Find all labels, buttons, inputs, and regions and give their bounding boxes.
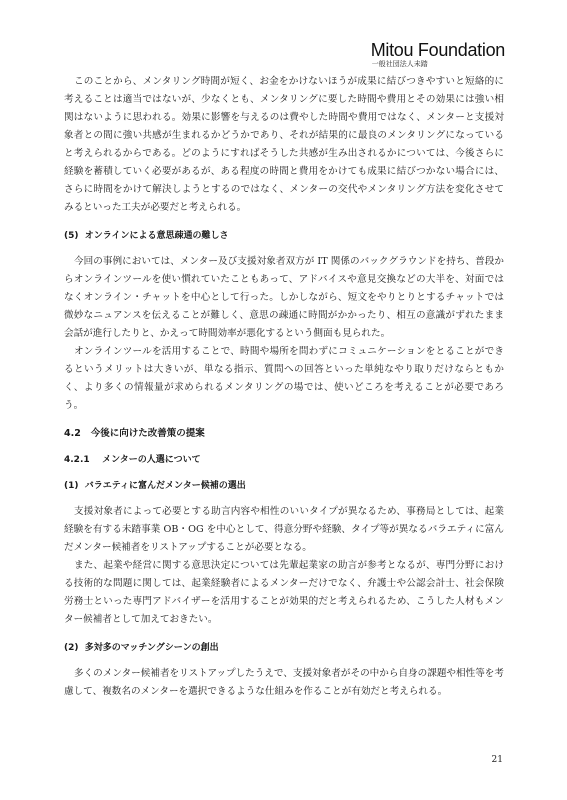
paragraph-matching: 多くのメンター候補者をリストアップしたうえで、支援対象者がその中から自身の課題や相性等を考慮して、複数名のメンターを選択できるような仕組みを作ることが有効だと考えられる。 [64, 668, 504, 697]
heading-number: (1) [64, 481, 79, 491]
paragraph-online-case: 今回の事例においては、メンター及び支援対象者双方が IT 関係のバックグラウンドを持ち、普段からオンラインツールを使い慣れていたこともあって、アドバイスや意見交換などの大半を、対面ではなくオンライン・チャットを中心として行った。しかしながら、短文をやりとりとするチャットでは微妙なニュアンスを伝えることが難しく、意思の疎通に時間がかかったり、相互の意識がずれたまま会話が進行したりと、かえって時間効率が悪化するという側面も見られた。 [64, 256, 504, 339]
section-title: 今後に向けた改善策の提案 [90, 428, 205, 439]
heading-matching-scene [64, 639, 504, 657]
heading-text: バラエティに富んだメンター候補の選出 [84, 481, 246, 491]
heading-text: オンラインによる意思疎通の難しさ [84, 231, 229, 241]
document-body [64, 73, 504, 701]
section-heading-4-2-1 [64, 451, 504, 469]
organization-logo [371, 40, 505, 69]
heading-mentor-variety [64, 477, 504, 495]
subsection-title: メンターの人選について [102, 455, 201, 465]
logo-subtitle: 一般社団法人未踏 [371, 60, 428, 68]
heading-text: 多対多のマッチングシーンの創出 [84, 643, 219, 653]
heading-number: (5) [64, 231, 79, 241]
logo-title: Mitou Foundation [370, 40, 505, 60]
paragraph-conclusion: このことから、メンタリング時間が短く、お金をかけないほうが成果に結びつきやすいと短絡的に考えることは適当ではないが、少なくとも、メンタリングに要した時間や費用とその効果には強い相関はないように思われる。効果に影響を与えるのは費やした時間や費用ではなく、メンターと支援対象者との間に強い共感が生まれるかどうかであり、それが結果的に最良のメンタリングになっていると考えられるからである。どのようにすればそうした共感が生み出されるかについては、今後さらに経験を蓄積していく必要があるが、ある程度の時間と費用をかけても成果に結びつかない場合には、さらに時間をかけて解決しようとするのではなく、メンターの交代やメンタリング方法を変化させてみるといった工夫が必要だと考えられる。 [64, 76, 504, 213]
heading-online-communication [64, 227, 504, 245]
page-number: 21 [491, 755, 503, 765]
heading-number: (2) [64, 643, 79, 653]
paragraph-specialist-advisers: また、起業や経営に関する意思決定については先輩起業家の助言が参考となるが、専門分野における技術的な問題に関しては、起業経験者によるメンターだけでなく、弁護士や公認会計士、社会保険労務士といった専門アドバイザーを活用することが効果的だと考えられるため、こうした人材もメンター候補者として加えておきたい。 [64, 560, 504, 625]
paragraph-mentor-list: 支援対象者によって必要とする助言内容や相性のいいタイプが異なるため、事務局としては、起業経験を有する未踏事業 OB・OG を中心として、得意分野や経験、タイプ等が異なるバラエティに富んだメンター候補者をリストアップすることが必要となる。 [64, 506, 504, 553]
section-heading-4-2 [64, 425, 504, 443]
paragraph-online-merit: オンラインツールを活用することで、時間や場所を問わずにコミュニケーションをとることができるというメリットは大きいが、単なる指示、質問への回答といった単純なやり取りだけならともかく、より多くの情報量が求められるメンタリングの場では、使いどころを考えることが必要であろう。 [64, 346, 504, 411]
subsection-number: 4.2.1 [64, 455, 90, 465]
section-number: 4.2 [64, 428, 81, 439]
